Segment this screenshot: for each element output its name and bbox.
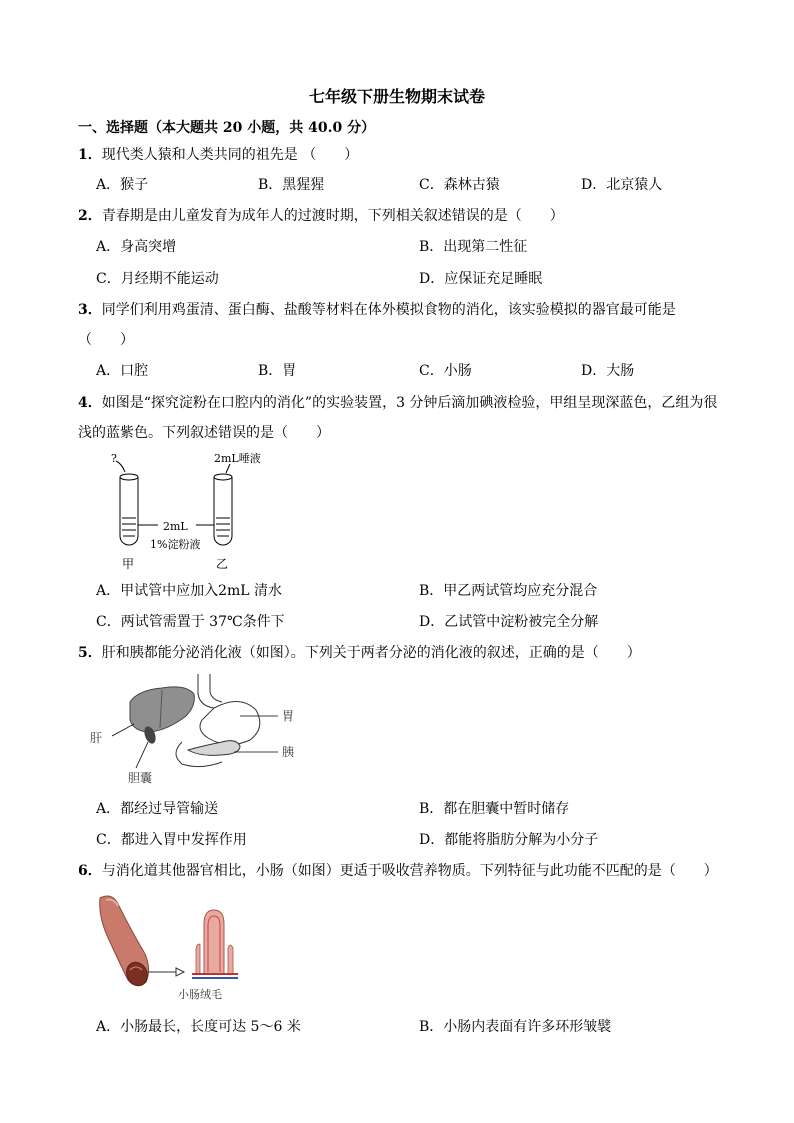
small-intestine-figure	[92, 890, 252, 1005]
tube-jia	[116, 461, 138, 545]
q1-option-c[interactable]: C．森林古猿	[419, 177, 500, 193]
pancreas-label: 胰	[282, 745, 295, 759]
q1-option-b[interactable]: B．黑猩猩	[258, 177, 325, 193]
saliva-label: 2mL唾液	[214, 452, 261, 465]
q3-option-d[interactable]: D．大肠	[581, 363, 635, 379]
tube-yi-label: 乙	[216, 557, 229, 571]
question-stem: 同学们利用鸡蛋清、蛋白酶、盐酸等材料在体外模拟食物的消化，该实验模拟的器官最可能是	[101, 302, 676, 318]
starch-label: 1%淀粉液	[150, 538, 201, 551]
q5-option-b[interactable]: B．都在胆囊中暂时储存	[419, 801, 570, 817]
q5-option-d[interactable]: D．都能将脂肪分解为小分子	[419, 832, 599, 848]
question-mark-label: ?	[111, 452, 117, 465]
question-number: 4．	[78, 395, 102, 411]
q2-option-c[interactable]: C．月经期不能运动	[96, 271, 219, 287]
tube-jia-label: 甲	[122, 557, 135, 571]
question-stem: 与消化道其他器官相比，小肠（如图）更适于吸收营养物质。下列特征与此功能不匹配的是（ ）	[101, 863, 718, 879]
question-number: 5．	[78, 645, 102, 661]
q1-option-d[interactable]: D．北京猿人	[581, 177, 663, 193]
villi-label: 小肠绒毛	[178, 988, 222, 1001]
q1-option-a[interactable]: A．猴子	[96, 177, 149, 193]
stomach-label: 胃	[282, 709, 295, 723]
liver-pancreas-figure	[90, 672, 310, 790]
q5-option-c[interactable]: C．都进入胃中发挥作用	[96, 832, 247, 848]
q5-option-a[interactable]: A．都经过导管输送	[96, 801, 219, 817]
q3-option-b[interactable]: B．胃	[258, 363, 297, 379]
question-3-stem-continued: （ ）	[78, 332, 134, 348]
q4-option-b[interactable]: B．甲乙两试管均应充分混合	[419, 583, 598, 599]
question-6	[78, 864, 718, 878]
question-1	[78, 148, 358, 162]
q6-option-a[interactable]: A．小肠最长，长度可达 5～6 米	[96, 1019, 301, 1035]
test-tube-figure	[100, 448, 280, 573]
gallbladder-label: 胆囊	[128, 771, 153, 785]
question-3	[78, 303, 676, 317]
q6-option-b[interactable]: B．小肠内表面有许多环形皱襞	[419, 1019, 612, 1035]
q2-option-d[interactable]: D．应保证充足睡眠	[419, 271, 543, 287]
question-stem: 青春期是由儿童发育为成年人的过渡时期，下列相关叙述错误的是（ ）	[101, 208, 564, 224]
question-2	[78, 209, 564, 223]
liver-label: 肝	[90, 731, 103, 745]
q2-option-a[interactable]: A．身高突增	[96, 239, 177, 255]
q4-option-a[interactable]: A．甲试管中应加入2mL 清水	[96, 583, 283, 599]
question-stem: 现代类人猿和人类共同的祖先是 （ ）	[101, 147, 359, 163]
question-stem: 如图是“探究淀粉在口腔内的消化”的实验装置，3 分钟后滴加碘液检验，甲组呈现深蓝色，乙组为很	[101, 395, 718, 411]
q4-option-c[interactable]: C．两试管需置于 37℃条件下	[96, 614, 285, 630]
q3-option-c[interactable]: C．小肠	[419, 363, 472, 379]
question-stem: 肝和胰都能分泌消化液（如图）。下列关于两者分泌的消化液的叙述，正确的是（ ）	[101, 645, 641, 661]
question-number: 2．	[78, 208, 102, 224]
tube-yi	[214, 464, 232, 545]
q4-option-d[interactable]: D．乙试管中淀粉被完全分解	[419, 614, 599, 630]
question-4-stem-continued: 浅的蓝紫色。下列叙述错误的是（ ）	[78, 425, 330, 441]
question-number: 3．	[78, 302, 102, 318]
question-4	[78, 396, 717, 410]
q2-option-b[interactable]: B．出现第二性征	[419, 239, 528, 255]
volume-label: 2mL	[163, 520, 188, 533]
question-number: 1．	[78, 147, 102, 163]
q3-option-a[interactable]: A．口腔	[96, 363, 149, 379]
section-heading: 一、选择题（本大题共 20 小题，共 40.0 分）	[78, 120, 376, 136]
page-title: 七年级下册生物期末试卷	[308, 87, 485, 106]
question-5	[78, 646, 641, 660]
question-number: 6．	[78, 863, 102, 879]
